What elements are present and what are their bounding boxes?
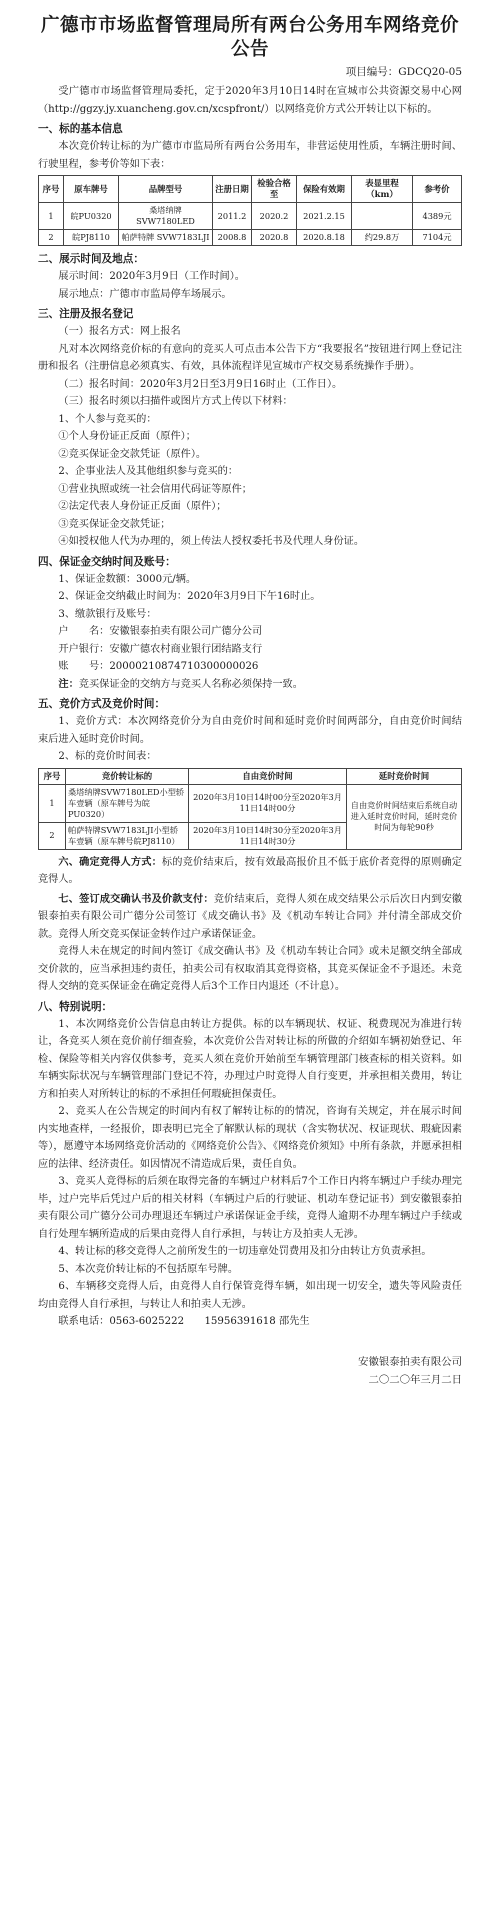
table-cell: 皖PU0320 <box>64 203 119 230</box>
project-number: 项目编号：GDCQ20-05 <box>345 66 462 78</box>
bidding-schedule-label: 2、标的竞价时间表： <box>58 751 157 762</box>
account-number: 账 号：20000210874710300000026 <box>58 661 259 672</box>
table-cell: 皖PJ8110 <box>64 230 119 246</box>
table-cell: 桑塔纳牌 SVW7180LED <box>119 203 213 230</box>
signature-block <box>38 1353 462 1389</box>
table-cell: 2020年3月10日14时00分至2020年3月11日14时00分 <box>189 784 347 822</box>
table-cell: 2020.8.18 <box>297 230 352 246</box>
section-5-heading: 五、竞价方式及竞价时间： <box>38 698 166 710</box>
table-header: 序号 <box>39 768 66 784</box>
table-header: 检验合格至 <box>252 176 297 203</box>
table-cell: 2 <box>39 230 64 246</box>
table-row <box>39 230 462 246</box>
table-cell: 自由竞价时间结束后系统自动进入延时竞价时间，延时竞价时间为每轮90秒 <box>347 784 462 849</box>
display-time: 展示时间：2020年3月9日（工作时间）。 <box>58 271 245 282</box>
section-8-heading: 八、特别说明： <box>38 1000 113 1013</box>
special-note-5: 5、本次竞价转让标的不包括原车号牌。 <box>58 1263 239 1275</box>
table-cell <box>352 203 413 230</box>
deposit-deadline: 2、保证金交纳截止时间为：2020年3月9日下午16时止。 <box>58 591 321 602</box>
table-cell: 1 <box>39 203 64 230</box>
table-header: 品牌型号 <box>119 176 213 203</box>
section-7 <box>38 891 462 944</box>
signature-company: 安徽银泰拍卖有限公司 <box>358 1355 462 1368</box>
table-cell: 2020.8 <box>252 230 297 246</box>
section-6-heading: 六、确定竞得人方式： <box>58 855 162 868</box>
table-cell: 2011.2 <box>213 203 252 230</box>
registration-desc: 凡对本次网络竞价标的有意向的竞买人可点击本公告下方“我要报名”按钮进行网上登记注册和报名（注册信息必须真实、有效，具体流程详见宣城市产权交易系统操作手册）。 <box>38 343 462 372</box>
table-header: 表显里程（km） <box>352 176 413 203</box>
account-name: 户 名：安徽银泰拍卖有限公司广德分公司 <box>58 626 263 637</box>
materials-organization: 2、企事业法人及其他组织参与竞买的： <box>58 466 239 477</box>
table-cell: 2020年3月10日14时30分至2020年3月11日14时30分 <box>189 822 347 849</box>
table-header: 竞价转让标的 <box>66 768 189 784</box>
table-header: 延时竞价时间 <box>347 768 462 784</box>
table-cell: 帕萨特牌SVW7183LJI小型轿车壹辆（原车牌号皖PJ8110） <box>66 822 189 849</box>
registration-method: （一）报名方式：网上报名 <box>58 326 181 337</box>
note-label: 注： <box>58 677 79 690</box>
vehicle-info-table <box>38 175 462 246</box>
list-item: ②法定代表人身份证正反面（原件）； <box>58 501 227 512</box>
bidding-method: 1、竞价方式：本次网络竞价分为自由竞价时间和延时竞价时间两部分，自由竞价时间结束后进入延时竞价时间。 <box>38 716 462 745</box>
bidding-schedule-table <box>38 768 462 850</box>
list-item: ①个人身份证正反面（原件）； <box>58 431 196 442</box>
table-cell: 2 <box>39 822 66 849</box>
table-header: 原车牌号 <box>64 176 119 203</box>
section-4-heading: 四、保证金交纳时间及账号： <box>38 555 176 568</box>
special-note-4: 4、转让标的移交竞得人之前所发生的一切违章处罚费用及扣分由转让方负责承担。 <box>58 1246 432 1257</box>
section-1-heading: 一、标的基本信息 <box>38 123 123 135</box>
table-cell: 4389元 <box>413 203 462 230</box>
table-cell: 帕萨特牌 SVW7183LJI <box>119 230 213 246</box>
table-cell: 2021.2.15 <box>297 203 352 230</box>
deposit-amount: 1、保证金数额：3000元/辆。 <box>58 573 197 585</box>
list-item: ②竞买保证金交款凭证（原件）。 <box>58 448 207 460</box>
table-cell: 7104元 <box>413 230 462 246</box>
note-text: 竞买保证金的交纳方与竞买人名称必须保持一致。 <box>78 678 303 690</box>
section-7-text: 竞价结束后，竞得人须在成交结果公示后次日内到安徽银泰拍卖有限公司广德分公司签订《成交确认书》及《机动车转让合同》并付清全部成交价款。竞得人所交竞买保证金转作过户承诺保证金。 <box>38 893 462 940</box>
list-item: ①营业执照或统一社会信用代码证等原件； <box>58 483 252 495</box>
list-item: ④如授权他人代为办理的，须上传法人授权委托书及代理人身份证。 <box>58 536 365 547</box>
registration-materials: （三）报名时须以扫描件或图片方式上传以下材料： <box>58 396 293 407</box>
table-row <box>39 784 462 822</box>
deposit-note <box>38 676 462 694</box>
special-note-2: 2、竞买人在公告规定的时间内有权了解转让标的的情况，咨询有关规定，并在展示时间内实地查样，一经报价，即表明已完全了解默认标的现状（含实物状况、权证现状、瑕疵因素等），愿遵守本场网络竞价活动的《网络竞价公告》、《网络竞价须知》中所有条款，并愿承担相应的法律、经济责任。如因情况不清造成后果，责任自负。 <box>38 1106 462 1170</box>
section-3-heading: 三、注册及报名登记 <box>38 308 134 320</box>
table-header: 注册日期 <box>213 176 252 203</box>
table-header: 序号 <box>39 176 64 203</box>
table-header: 保险有效期 <box>297 176 352 203</box>
section-7-heading: 七、签订成交确认书及价款支付： <box>58 892 214 905</box>
section-6-text: 标的竞价结束后，按有效最高报价且不低于底价者竞得的原则确定竞得人。 <box>38 856 462 885</box>
materials-individual: 1、个人参与竞买的： <box>58 413 157 425</box>
bank-name: 开户银行：安徽广德农村商业银行团结路支行 <box>58 643 263 655</box>
contact-phone: 联系电话：0563-6025222 15956391618 邵先生 <box>58 1316 310 1327</box>
bank-info-label: 3、缴款银行及账号： <box>58 608 157 620</box>
table-header: 自由竞价时间 <box>189 768 347 784</box>
special-note-1: 1、本次网络竞价公告信息由转让方提供。标的以车辆现状、权证、税费现况为准进行转让，各竞买人须在竞价前仔细查验，本次竞价公告对转让标的所做的介绍如车辆初始登记、年检、保险等相关内容仅供参考，竞买人须在竞价开始前至车辆管理部门核查标的相关资料。如车辆实际状况与车辆管理部门登记不符，办理过户时竞得人自行变更，并承担相关费用，转让方和拍卖人对所转让的标的不承担任何瑕疵担保责任。 <box>38 1018 462 1100</box>
special-note-6: 6、车辆移交竞得人后，由竞得人自行保管竞得车辆，如出现一切安全，遗失等风险责任均由竞得人自行承担，与转让人和拍卖人无涉。 <box>38 1281 462 1310</box>
table-row <box>39 203 462 230</box>
table-cell: 1 <box>39 784 66 822</box>
table-header: 参考价 <box>413 176 462 203</box>
special-note-3: 3、竞买人竞得标的后须在取得完备的车辆过户材料后7个工作日内将车辆过户手续办理完毕，过户完毕后凭过户后的相关材料（车辆过户后的行驶证、机动车登记证书）到安徽银泰拍卖有限公司广德分公司办理退还车辆过户承诺保证金手续，竞得人逾期不办理车辆过户手续或自行处理车辆所造成的后果由竞得人自行承担，与转让方及拍卖人无涉。 <box>38 1176 462 1240</box>
section-7-paragraph-2: 竞得人未在规定的时间内签订《成交确认书》及《机动车转让合同》或未足额交纳全部成交价款的，应当承担违约责任，拍卖公司有权取消其竞得资格，其竞买保证金不予退还。未竞得人交纳的竞买保证金在确定竞得人后3个工作日内退还（不计息）。 <box>38 946 462 992</box>
intro-paragraph: 受广德市市场监督管理局委托，定于2020年3月10日14时在宣城市公共资源交易中心网（http://ggzy.jy.xuancheng.gov.cn/xcspfront/）以网络竞价方式公开转让以下标的。 <box>38 86 462 115</box>
table-cell: 桑塔纳牌SVW7180LED小型轿车壹辆（原车牌号为皖PU0320） <box>66 784 189 822</box>
section-2-heading: 二、展示时间及地点： <box>38 253 144 265</box>
registration-time: （二）报名时间：2020年3月2日至3月9日16时止（工作日）。 <box>58 378 343 390</box>
table-cell: 2008.8 <box>213 230 252 246</box>
table-cell: 2020.2 <box>252 203 297 230</box>
table-header-row <box>39 768 462 784</box>
table-cell: 约29.8万 <box>352 230 413 246</box>
section-1-desc: 本次竞价转让标的为广德市市监局所有两台公务用车，非营运使用性质，车辆注册时间、行驶里程，参考价等如下表： <box>38 141 462 170</box>
section-6 <box>38 854 462 889</box>
table-header-row <box>39 176 462 203</box>
page-title: 广德市市场监督管理局所有两台公务用车网络竞价公告 <box>40 15 459 60</box>
list-item: ③竞买保证金交款凭证； <box>58 518 171 530</box>
display-place: 展示地点：广德市市监局停车场展示。 <box>58 288 232 300</box>
signature-date: 二〇二〇年三月二日 <box>368 1373 462 1386</box>
